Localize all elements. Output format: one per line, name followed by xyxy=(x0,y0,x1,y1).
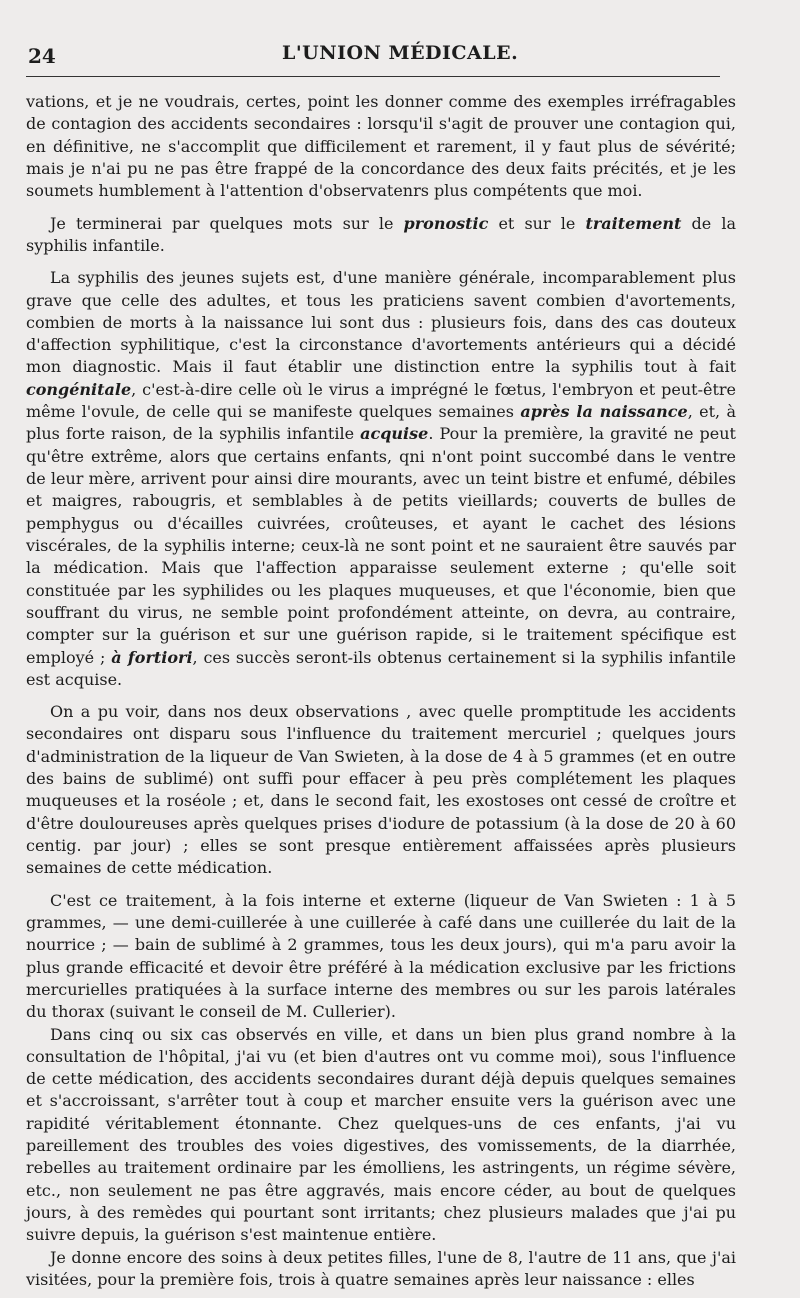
paragraph xyxy=(26,701,736,880)
paragraph xyxy=(26,1247,736,1292)
page-number: 24 xyxy=(28,44,56,68)
paragraph xyxy=(26,213,736,258)
paragraph xyxy=(26,1024,736,1247)
text-run: vations, et je ne voudrais, certes, point les donner comme des exemples irréfragables de contagion des accidents secondaires : lorsqu'il s'agit de prouver une contagion qui, en définitive, ne s'accomplit que difficilement et rarement, il y faut plus de sévérité; mais je n'ai pu ne pas être frappé de la concordance des deux faits précités, et je les soumets humblement à l'attention d'observatenrs plus compétents que moi. xyxy=(26,92,736,201)
text-run: La syphilis des jeunes sujets est, d'une manière générale, incomparablement plus grave que celle des adultes, et tous les praticiens savent combien d'avortements, combien de morts à la naissance lui sont dus : plusieurs fois, dans des cas douteux d'affection syphilitique, c'est la circonstance d'avortements antérieurs qui a décidé mon diagnostic. Mais il faut établir une distinction entre la syphilis tout à fait xyxy=(26,268,736,377)
paragraph xyxy=(26,267,736,691)
text-run: de la syphilis infantile. xyxy=(26,213,737,255)
text-run: . Pour la première, la gravité ne peut qu'être extrême, alors que certains enfants, qni n'ont point succombé dans le ventre de leur mère, arrivent pour ainsi dire mourants, avec un teint bistre et enfumé, débiles et maigres, rabougris, et semblables à de petits vieillards; couverts de bulles de pemphygus ou d'écailles cuivrées, croûteuses, et ayant le cachet des lésions viscérales, de la syphilis interne; ceux-là ne sont point et ne sauraient être sauvés par la médication. Mais que l'affection apparaisse seulement externe ; qu'elle soit constituée par les syphilides ou les plaques muqueuses, et que l'économie, bien que souffrant du virus, ne semble point profondément atteinte, on devra, au contraire, compter sur la guérison et sur une guérison rapide, si le traitement spécifique est employé ; xyxy=(26,424,736,667)
text-run: Je terminerai par quelques mots sur le xyxy=(50,213,404,233)
text-run: , c'est-à-dire celle où le virus a imprégné le fœtus, l'embryon et peut-être même l'ovule, de celle qui se manifeste quelques semaines xyxy=(26,379,736,422)
italic-term: à fortiori xyxy=(111,647,193,667)
italic-term: après la naissance xyxy=(520,402,688,422)
text-run: , et, à plus forte raison, de la syphilis infantile xyxy=(26,402,737,444)
italic-term: traitement xyxy=(585,213,682,233)
page-header xyxy=(26,0,720,77)
text-run: C'est ce traitement, à la fois interne et externe (liqueur de Van Swieten : 1 à 5 grammes, — une demi-cuillerée à une cuillerée à café dans une cuillerée du lait de la nourrice ; — bain de sublimé à 2 grammes, tous les deux jours), qui m'a paru avoir la plus grande efficacité et devoir être préféré à la médication exclusive par les frictions mercurielles pratiquées à la surface interne des membres ou sur les parois latérales du thorax (suivant le conseil de M. Cullerier). xyxy=(26,890,736,1022)
italic-term: acquise xyxy=(360,424,429,444)
italic-term: congénitale xyxy=(26,379,132,399)
text-run: , ces succès seront-ils obtenus certainement si la syphilis infantile est acquise. xyxy=(26,647,737,689)
text-run: On a pu voir, dans nos deux observations , avec quelle promptitude les accidents secondaires ont disparu sous l'influence du traitement mercuriel ; quelques jours d'administration de la liqueur de Van Swieten, à la dose de 4 à 5 grammes (et en outre des bains de sublimé) ont suffi pour effacer à peu près complétement les plaques muqueuses et la roséole ; et, dans le second fait, les exostoses ont cessé de croître et d'être douloureuses après quelques prises d'iodure de potassium (à la dose de 20 à 60 centig. par jour) ; elles se sont presque entièrement affaissées après plusieurs semaines de cette médication. xyxy=(26,702,736,878)
text-run: Dans cinq ou six cas observés en ville, et dans un bien plus grand nombre à la consultation de l'hôpital, j'ai vu (et bien d'autres ont vu comme moi), sous l'influence de cette médication, des accidents secondaires durant déjà depuis quelques semaines et s'accroissant, s'arrêter tout à coup et marcher ensuite vers la guérison avec une rapidité véritablement étonnante. Chez quelques-uns de ces enfants, j'ai vu pareillement des troubles des voies digestives, des vomissements, de la diarrhée, rebelles au traitement ordinaire par les émolliens, les astringents, un régime sévère, etc., non seulement ne pas être aggravés, mais encore céder, au bout de quelques jours, à des remèdes qui pourtant sont irritants; chez plusieurs malades que j'ai pu suivre depuis, la guérison s'est maintenue entière. xyxy=(26,1024,736,1245)
text-run: et sur le xyxy=(488,213,586,233)
body-text xyxy=(26,91,736,1291)
text-run: Je donne encore des soins à deux petites filles, l'une de 8, l'autre de 11 ans, que j'ai visitées, pour la première fois, trois à quatre semaines après leur naissance : elles xyxy=(26,1247,736,1289)
running-title: L'UNION MÉDICALE. xyxy=(282,42,519,64)
paragraph xyxy=(26,890,736,1024)
paragraph xyxy=(26,91,736,203)
italic-term: pronostic xyxy=(403,213,489,233)
